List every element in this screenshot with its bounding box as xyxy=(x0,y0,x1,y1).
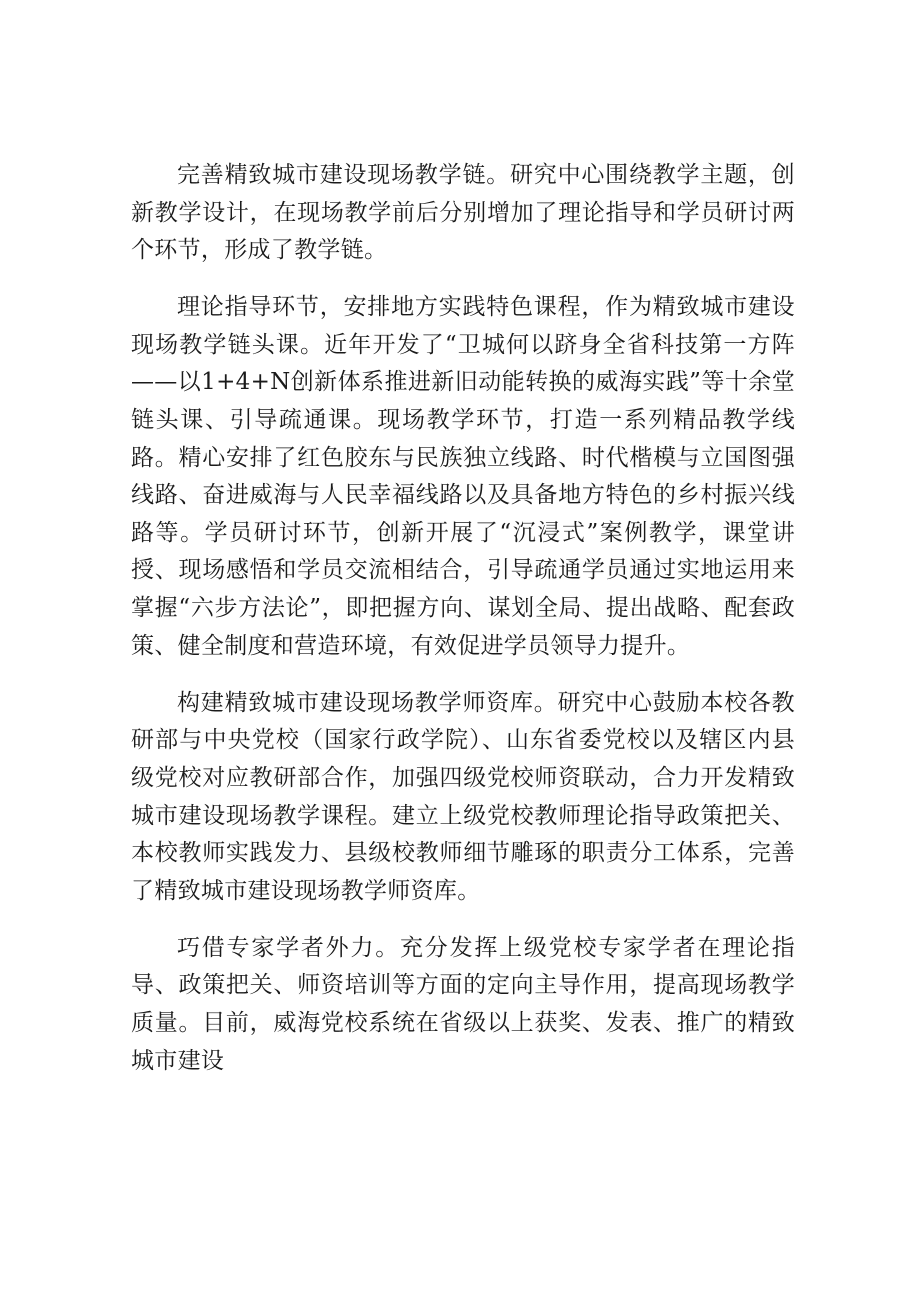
paragraph-teacher-pool: 构建精致城市建设现场教学师资库。研究中心鼓励本校各教研部与中央党校（国家行政学院）、山东省委党校以及辖区内县级党校对应教研部合作，加强四级党校师资联动，合力开发精致城市建设现场教学课程。建立上级党校教师理论指导政策把关、本校教师实践发力、县级校教师细节雕琢的职责分工体系，完善了精致城市建设现场教学师资库。 xyxy=(131,689,795,904)
paragraph-theory-guidance: 理论指导环节，安排地方实践特色课程，作为精致城市建设现场教学链头课。近年开发了“卫城何以跻身全省科技第一方阵——以1+4+N创新体系推进新旧动能转换的威海实践”等十余堂链头课、引导疏通课。现场教学环节，打造一系列精品教学线路。精心安排了红色胶东与民族独立线路、时代楷模与立国图强线路、奋进威海与人民幸福线路以及具备地方特色的乡村振兴线路等。学员研讨环节，创新开展了“沉浸式”案例教学，课堂讲授、现场感悟和学员交流相结合，引导疏通学员通过实地运用来掌握“六步方法论”，即把握方向、谋划全局、提出战略、配套政策、健全制度和营造环境，有效促进学员领导力提升。 xyxy=(131,294,795,659)
paragraph-teaching-chain: 完善精致城市建设现场教学链。研究中心围绕教学主题，创新教学设计，在现场教学前后分别增加了理论指导和学员研讨两个环节，形成了教学链。 xyxy=(131,162,795,264)
body-text xyxy=(131,157,795,1080)
paragraph-expert-support: 巧借专家学者外力。充分发挥上级党校专家学者在理论指导、政策把关、师资培训等方面的定向主导作用，提高现场教学质量。目前，威海党校系统在省级以上获奖、发表、推广的精致城市建设 xyxy=(131,934,795,1074)
